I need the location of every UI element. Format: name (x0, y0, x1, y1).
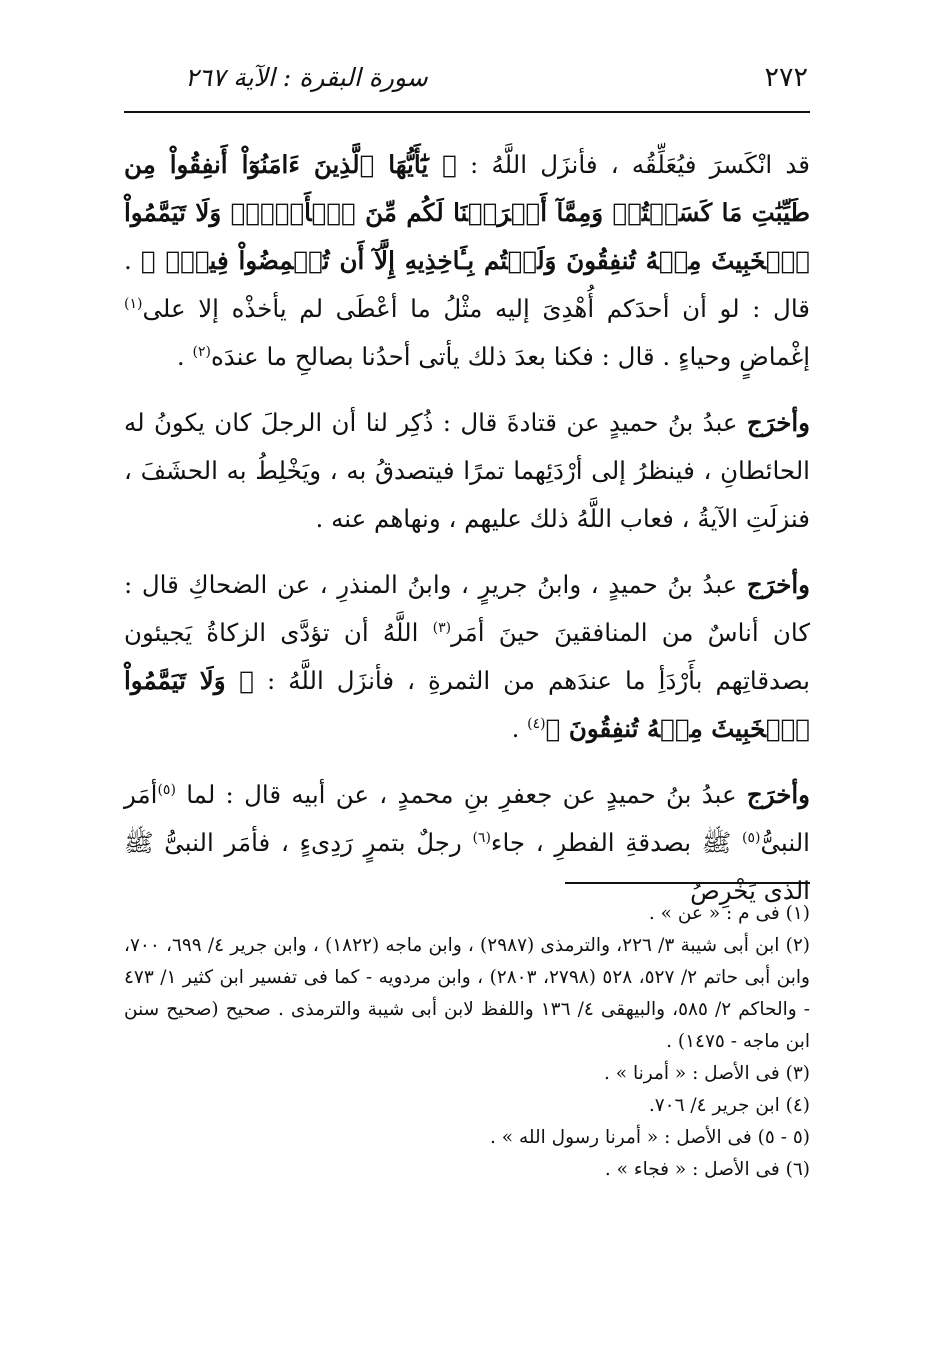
footnote-divider (565, 882, 810, 884)
text-run: ﷺ بصدقةِ الفطرِ ، جاء (490, 828, 743, 857)
lead-word: وأخرَج (746, 408, 810, 437)
quran-verse: ﴿ يَٰٓأَيُّهَا ٱلَّذِينَ ءَامَنُوٓاْ أَنفِقُواْ مِن طَيِّبَٰتِ مَا كَسَبۡتُمۡ وَمِمَّآ أَخۡرَجۡنَا لَكُم مِّنَ ٱلۡأَرۡضِۖ وَلَا تَيَمَّمُواْ ٱلۡخَبِيثَ مِنۡهُ تُنفِقُونَ وَلَسۡتُم بِـَٔاخِذِيهِ إِلَّآ أَن تُغۡمِضُواْ فِيهِۚ ﴾ (124, 150, 810, 275)
paragraph-1 (124, 141, 810, 381)
quran-verse: ﴿ وَلَا تَيَمَّمُواْ ٱلۡخَبِيثَ مِنۡهُ تُنفِقُونَ ﴾ (124, 666, 810, 743)
paragraph-3 (124, 561, 810, 753)
lead-word: وأخرَج (746, 780, 810, 809)
text-run: . قال : لو أن أحدَكم أُهْدِىَ إليه مثْلُ ما أعْطَى لم يأخذْه إلا على (124, 246, 810, 323)
footnote-2: (٢) ابن أبى شيبة ٣/ ٢٢٦، والترمذى (٢٩٨٧) ، وابن ماجه (١٨٢٢) ، وابن جرير ٤/ ٦٩٩، ٧٠٠، وابن أبى حاتم ٢/ ٥٢٧، ٥٢٨ (٢٧٩٨، ٢٨٠٣) ، وابن مردويه - كما فى تفسير ابن كثير ١/ ٤٧٣ - والحاكم ٢/ ٥٨٥، والبيهقى ٤/ ١٣٦ واللفظ لابن أبى شيبة والترمذى . صحيح (صحيح سنن ابن ماجه - ١٤٧٥) . (124, 935, 810, 1052)
footnote-ref: (٥) (742, 829, 761, 846)
header-divider (124, 111, 810, 113)
text-run: أمَر النبىُّ (124, 780, 810, 857)
footnote-3: (٣) فى الأصل : « أمرنا » . (603, 1063, 810, 1084)
footnote-ref: (٢) (192, 343, 211, 360)
text-run: اللَّهُ أن تؤدَّى الزكاةُ يَجيئون بصدقاتِهم بأَرْدَأِ ما عندَهم من الثمرةِ ، فأنزَل اللَّهُ : (124, 618, 810, 695)
footnote-1: (١) فى م : « عن » . (648, 903, 810, 924)
lead-word: وأخرَج (746, 570, 810, 599)
footnote-6: (٦) فى الأصل : « فجاء » . (604, 1159, 810, 1180)
text-run: إغْماضٍ وحياءٍ . قال : فكنا بعدَ ذلك يأتى أحدُنا بصالحِ ما عندَه (210, 342, 810, 371)
footnotes (124, 898, 810, 1186)
text-run: عبدُ بنُ حميدٍ عن قتادةَ قال : ذُكِر لنا أن الرجلَ كان يكونُ له الحائطانِ ، فينظرُ إلى أرْدَئِهما تمرًا فيتصدقُ به ، ويَخْلِطُ به الحشَفَ ، فنزلَتِ الآيةُ ، فعاب اللَّهُ ذلك عليهم ، ونهاهم عنه . (124, 408, 810, 533)
footnote-ref: (٥) (157, 781, 176, 798)
footnote-ref: (١) (124, 295, 143, 312)
text-run: قد انْكَسرَ فيُعَلِّقُه ، فأنزَل اللَّهُ : (456, 150, 810, 179)
main-text (124, 141, 810, 915)
page-header (125, 52, 808, 102)
footnote-ref: (٦) (472, 829, 491, 846)
text-run: عبدُ بنُ حميدٍ عن جعفرِ بنِ محمدٍ ، عن أبيه قال : لما (175, 780, 747, 809)
running-title: سورة البقرة : الآية ٢٦٧ (185, 62, 428, 92)
text-run: رجلٌ بتمرٍ رَدِىءٍ ، فأمَر النبىُّ ﷺ الذى يَخْرِصُ (124, 828, 810, 905)
paragraph-4 (124, 771, 810, 915)
text-run: عبدُ بنُ حميدٍ ، وابنُ جريرٍ ، وابنُ المنذرِ ، عن الضحاكِ قال : كان أناسٌ من المنافقينَ حينَ أمَر (124, 570, 810, 647)
text-run: . (511, 714, 528, 743)
footnote-4: (٤) ابن جرير ٤/ ٧٠٦. (648, 1095, 810, 1116)
footnote-ref: (٣) (432, 619, 452, 636)
text-run: . (176, 342, 193, 371)
footnote-5: (٥ - ٥) فى الأصل : « أمرنا رسول الله » . (490, 1127, 810, 1148)
paragraph-2 (124, 399, 810, 543)
page-number: ٢٧٢ (764, 61, 808, 93)
footnote-ref: (٤) (527, 715, 546, 732)
